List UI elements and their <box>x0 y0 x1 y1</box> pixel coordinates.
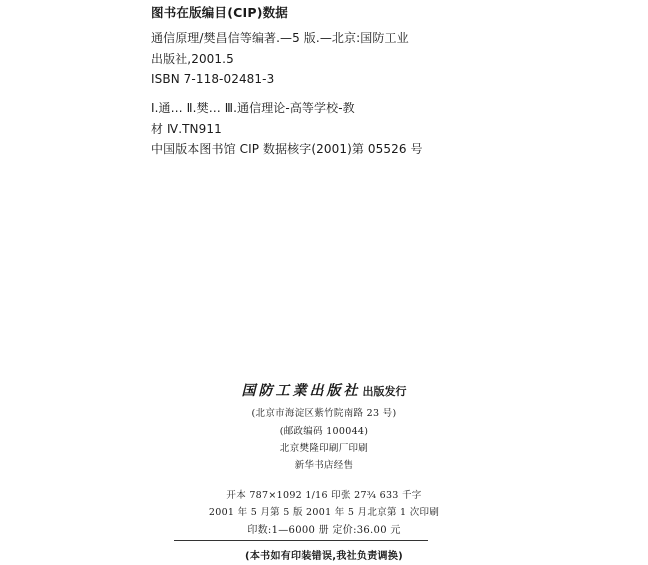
publisher-line <box>0 380 648 400</box>
cip-subject-line-2: 材 Ⅳ.TN911 <box>151 122 222 136</box>
cip-record-line-2: 出版社,2001.5 <box>151 52 234 66</box>
publisher-postcode: (邮政编码 100044) <box>279 426 369 437</box>
edition-info: 2001 年 5 月第 5 版 2001 年 5 月北京第 1 次印刷 <box>208 507 440 518</box>
cip-heading: 图书在版编目(CIP)数据 <box>151 5 289 20</box>
publisher-suffix: 出版发行 <box>362 385 407 398</box>
publisher-address: (北京市海淀区紫竹院南路 23 号) <box>251 408 397 419</box>
defect-notice: (本书如有印装错误,我社负责调换) <box>244 551 404 562</box>
print-run-price: 印数:1—6000 册 定价:36.00 元 <box>247 525 401 536</box>
book-format: 开本 787×1092 1/16 印张 27¾ 633 千字 <box>226 490 422 501</box>
distributor-name: 新华书店经售 <box>294 460 354 471</box>
printer-name: 北京樊隆印刷厂印刷 <box>279 443 369 454</box>
publisher-brand: 国防工業出版社 <box>241 383 361 399</box>
cip-subject-line-1: Ⅰ.通… Ⅱ.樊… Ⅲ.通信理论-高等学校-教 <box>151 101 355 115</box>
cip-isbn: ISBN 7-118-02481-3 <box>151 72 275 86</box>
cip-record-line-1: 通信原理/樊昌信等编著.—5 版.—北京:国防工业 <box>151 31 409 45</box>
divider-line <box>174 540 428 541</box>
cip-library-record: 中国版本图书馆 CIP 数据核字(2001)第 05526 号 <box>151 142 423 156</box>
